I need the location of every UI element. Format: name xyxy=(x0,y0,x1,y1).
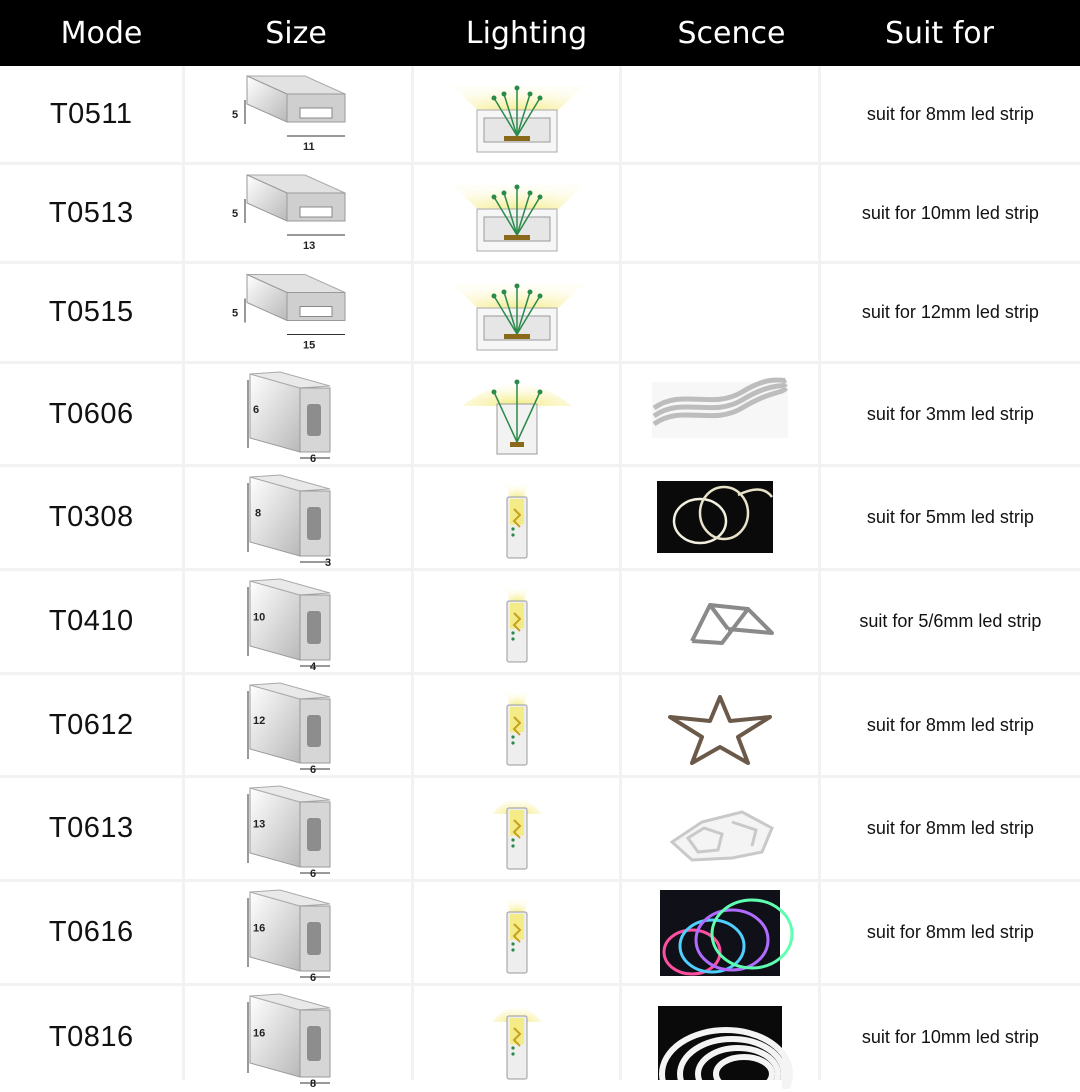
size-height-label: 13 xyxy=(253,818,266,831)
lighting-diagram-image xyxy=(414,571,619,672)
cell-scene xyxy=(622,986,817,1089)
mode-code: T0308 xyxy=(48,501,134,533)
lighting-diagram-image xyxy=(414,364,619,464)
cell-scene xyxy=(622,264,817,361)
size-width-label: 6 xyxy=(310,972,317,983)
cell-lighting xyxy=(414,66,619,162)
size-height-label: 6 xyxy=(253,404,260,416)
profile-drawing-image xyxy=(185,364,410,464)
cell-suit-for xyxy=(821,66,1080,162)
cell-size xyxy=(185,778,410,879)
cell-size xyxy=(185,364,410,464)
mode-code: T0606 xyxy=(48,397,134,430)
cell-mode xyxy=(0,264,182,361)
cell-size xyxy=(185,66,410,162)
suit-text: suit for 10mm led strip xyxy=(861,1027,1039,1047)
cell-mode xyxy=(0,467,182,568)
cell-scene xyxy=(622,675,817,775)
suit-text: suit for 12mm led strip xyxy=(861,302,1039,322)
scene-image xyxy=(622,364,817,464)
cell-lighting xyxy=(414,778,619,879)
cell-size xyxy=(185,264,410,361)
cell-suit-for xyxy=(821,467,1080,568)
mode-code: T0613 xyxy=(48,812,134,844)
cell-mode xyxy=(0,986,182,1089)
size-width-label: 8 xyxy=(310,1078,317,1089)
cell-lighting xyxy=(414,675,619,775)
header-size: Size xyxy=(265,15,327,51)
size-height-label: 5 xyxy=(232,208,239,220)
profile-drawing-image xyxy=(185,882,410,983)
scene-image xyxy=(622,778,817,879)
cell-lighting xyxy=(414,165,619,261)
size-height-label: 12 xyxy=(253,715,266,727)
mode-code: T0410 xyxy=(48,605,134,637)
scene-image xyxy=(622,675,817,775)
cell-suit-for xyxy=(821,675,1080,775)
cell-size xyxy=(185,882,410,983)
lighting-diagram-image xyxy=(414,165,619,261)
cell-scene xyxy=(622,778,817,879)
cell-suit-for xyxy=(821,364,1080,464)
lighting-diagram-image xyxy=(414,778,619,879)
suit-text: suit for 8mm led strip xyxy=(866,714,1034,735)
cell-suit-for xyxy=(821,778,1080,879)
scene-image xyxy=(622,986,817,1089)
suit-text: suit for 10mm led strip xyxy=(861,202,1039,223)
cell-mode xyxy=(0,66,182,162)
lighting-diagram-image xyxy=(414,66,619,162)
cell-size xyxy=(185,571,410,672)
table-row xyxy=(0,467,1080,568)
table-row xyxy=(0,571,1080,672)
scene-image xyxy=(622,882,817,983)
profile-drawing-image xyxy=(185,986,410,1089)
suit-text: suit for 3mm led strip xyxy=(866,403,1034,424)
cell-mode xyxy=(0,364,182,464)
mode-code: T0612 xyxy=(48,708,134,741)
cell-mode xyxy=(0,675,182,775)
cell-lighting xyxy=(414,264,619,361)
profile-drawing-image xyxy=(185,165,410,261)
size-width-label: 11 xyxy=(303,141,315,153)
cell-mode xyxy=(0,778,182,879)
size-height-label: 16 xyxy=(253,1027,266,1040)
size-height-label: 10 xyxy=(253,611,266,624)
cell-scene xyxy=(622,66,817,162)
profile-drawing-image xyxy=(185,264,410,361)
suit-text: suit for 5mm led strip xyxy=(866,507,1034,527)
profile-drawing-image xyxy=(185,571,410,672)
cell-scene xyxy=(622,882,817,983)
lighting-diagram-image xyxy=(414,467,619,568)
cell-suit-for xyxy=(821,986,1080,1089)
cell-lighting xyxy=(414,571,619,672)
table-row xyxy=(0,264,1080,361)
cell-lighting xyxy=(414,467,619,568)
mode-code: T0511 xyxy=(49,97,133,130)
cell-scene xyxy=(622,571,817,672)
lighting-diagram-image xyxy=(414,675,619,775)
cell-suit-for xyxy=(821,882,1080,983)
table-row xyxy=(0,986,1080,1089)
table-row xyxy=(0,66,1080,162)
header-mode: Mode xyxy=(60,15,143,51)
cell-scene xyxy=(622,364,817,464)
cell-suit-for xyxy=(821,264,1080,361)
table-row xyxy=(0,675,1080,775)
scene-image xyxy=(622,66,817,162)
cell-size xyxy=(185,675,410,775)
size-width-label: 13 xyxy=(303,240,316,252)
mode-code: T0616 xyxy=(48,916,134,948)
mode-code: T0515 xyxy=(48,296,134,328)
table-header xyxy=(0,0,1080,66)
header-suit-for: Suit for xyxy=(885,15,994,51)
cell-size xyxy=(185,986,410,1089)
cell-lighting xyxy=(414,986,619,1089)
cell-scene xyxy=(622,165,817,261)
cell-lighting xyxy=(414,882,619,983)
cell-scene xyxy=(622,467,817,568)
table-row xyxy=(0,882,1080,983)
profile-drawing-image xyxy=(185,66,410,162)
size-height-label: 8 xyxy=(255,507,262,520)
lighting-diagram-image xyxy=(414,264,619,361)
scene-image xyxy=(622,571,817,672)
mode-code: T0816 xyxy=(48,1021,134,1053)
size-height-label: 5 xyxy=(232,109,239,121)
size-width-label: 6 xyxy=(310,453,317,464)
suit-text: suit for 8mm led strip xyxy=(866,103,1034,124)
header-lighting: Lighting xyxy=(465,15,588,51)
suit-text: suit for 5/6mm led strip xyxy=(859,611,1042,631)
scene-image xyxy=(622,264,817,361)
cell-suit-for xyxy=(821,571,1080,672)
cell-size xyxy=(185,467,410,568)
cell-suit-for xyxy=(821,165,1080,261)
scene-image xyxy=(622,165,817,261)
size-width-label: 4 xyxy=(310,661,317,672)
cell-lighting xyxy=(414,364,619,464)
lighting-diagram-image xyxy=(414,986,619,1089)
mode-code: T0513 xyxy=(48,196,134,229)
table-row xyxy=(0,364,1080,464)
cell-mode xyxy=(0,571,182,672)
size-height-label: 5 xyxy=(232,307,239,320)
table-row xyxy=(0,778,1080,879)
size-width-label: 3 xyxy=(325,557,332,568)
lighting-diagram-image xyxy=(414,882,619,983)
profile-drawing-image xyxy=(185,675,410,775)
scene-image xyxy=(622,467,817,568)
cell-size xyxy=(185,165,410,261)
table-body xyxy=(0,66,1080,1092)
header-scence: Scence xyxy=(677,15,786,51)
profile-drawing-image xyxy=(185,778,410,879)
size-width-label: 6 xyxy=(310,764,317,775)
profile-drawing-image xyxy=(185,467,410,568)
cell-mode xyxy=(0,882,182,983)
size-width-label: 6 xyxy=(310,868,317,879)
size-width-label: 15 xyxy=(303,339,316,352)
suit-text: suit for 8mm led strip xyxy=(866,922,1034,942)
table-row xyxy=(0,165,1080,261)
size-height-label: 16 xyxy=(253,922,266,935)
cell-mode xyxy=(0,165,182,261)
suit-text: suit for 8mm led strip xyxy=(866,818,1034,838)
